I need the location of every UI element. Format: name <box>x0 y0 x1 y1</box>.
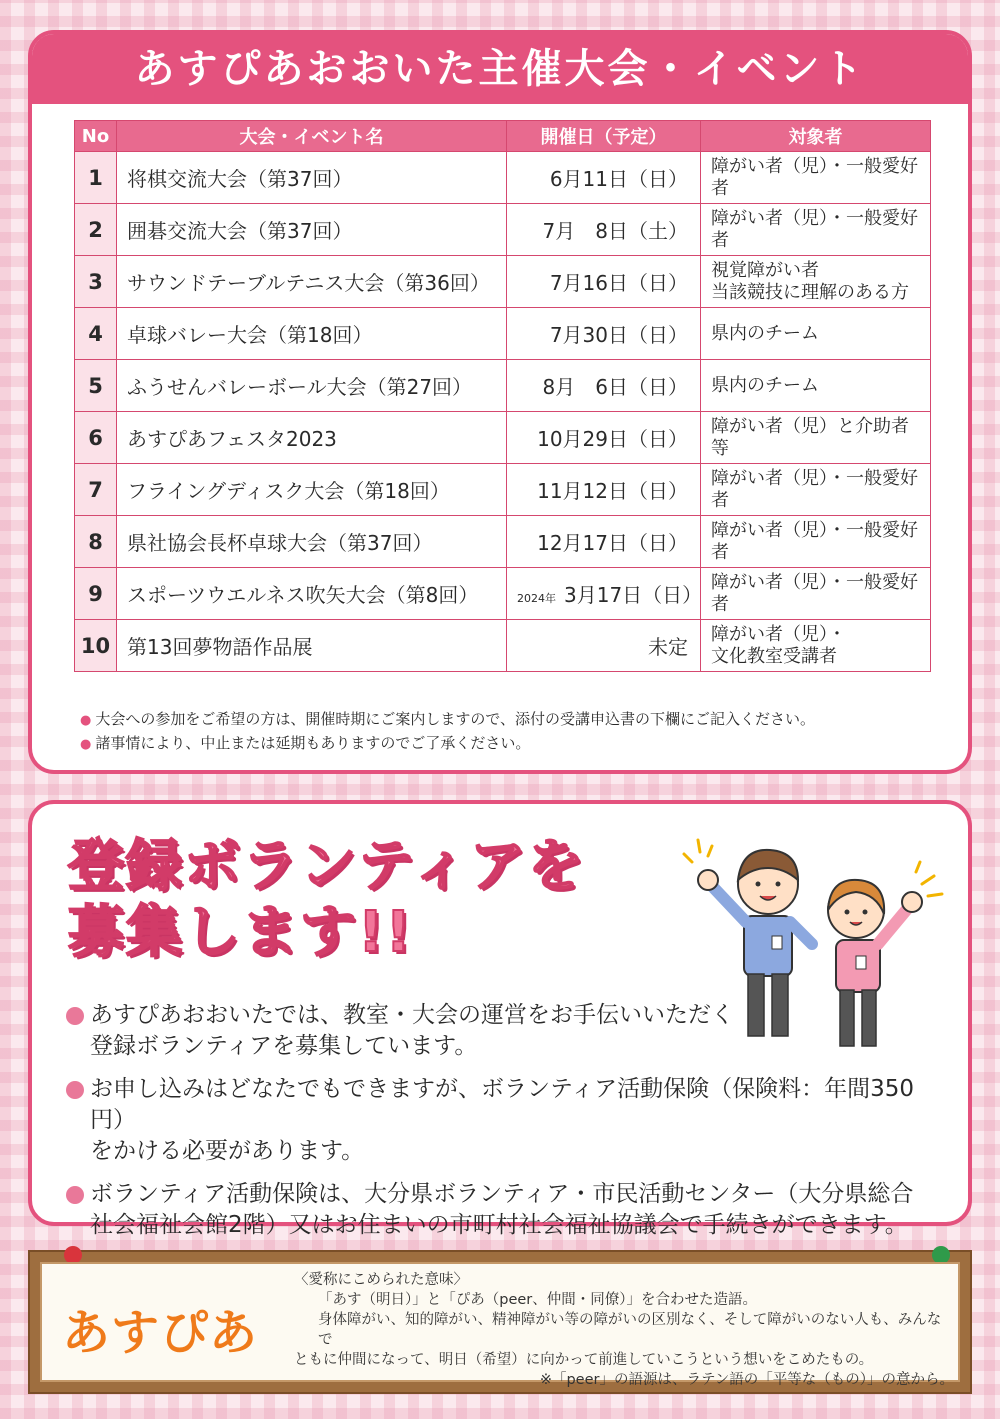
event-target: 障がい者（児）・一般愛好者 <box>701 152 931 204</box>
event-number: 9 <box>75 568 117 620</box>
table-row <box>75 464 931 516</box>
event-target: 障がい者（児）・一般愛好者 <box>701 568 931 620</box>
event-number: 8 <box>75 516 117 568</box>
list-item: お申し込みはどなたでもできますが、ボランティア活動保険（保険料：年間350円） をかける必要があります。 <box>66 1074 946 1167</box>
event-date: 7月30日（日） <box>507 308 701 360</box>
event-number: 6 <box>75 412 117 464</box>
event-date: 8月 6日（日） <box>507 360 701 412</box>
event-name: スポーツウエルネス吹矢大会（第8回） <box>117 568 507 620</box>
table-header-row <box>75 121 931 152</box>
table-row <box>75 256 931 308</box>
event-name: 県社協会長杯卓球大会（第37回） <box>117 516 507 568</box>
name-origin-card <box>40 1262 960 1388</box>
event-target: 障がい者（児）・一般愛好者 <box>701 516 931 568</box>
table-row <box>75 204 931 256</box>
table-row <box>75 412 931 464</box>
events-notes <box>80 708 815 756</box>
table-row <box>75 568 931 620</box>
column-header-target: 対象者 <box>701 121 931 152</box>
event-number: 5 <box>75 360 117 412</box>
event-date: 7月16日（日） <box>507 256 701 308</box>
event-name: サウンドテーブルテニス大会（第36回） <box>117 256 507 308</box>
table-row <box>75 360 931 412</box>
name-origin-text: 〈愛称にこめられた意味〉 「あす（明日）」と「ぴあ（peer、仲間・同僚）」を合わせた造語。 身体障がい、知的障がい、精神障がい等の障がいの区別なく、そして障がいのない人も、みんなで ともに仲間になって、明日（希望）に向かって前進していこうという想いをこめたもの。 ※「peer」の語源は、ラテン語の「平等な（もの）」の意から。 <box>294 1272 954 1388</box>
table-row <box>75 308 931 360</box>
table-row <box>75 516 931 568</box>
bullet-icon: ● <box>80 713 92 728</box>
origin-heading: 〈愛称にこめられた意味〉 <box>294 1272 468 1288</box>
bullet-icon <box>66 1186 84 1204</box>
event-target: 障がい者（児）・一般愛好者 <box>701 204 931 256</box>
event-date: 10月29日（日） <box>507 412 701 464</box>
event-date: 6月11日（日） <box>507 152 701 204</box>
bullet-icon: ● <box>80 737 92 752</box>
event-name: フライングディスク大会（第18回） <box>117 464 507 516</box>
events-title: あすぴあおおいた主催大会・イベント <box>32 34 968 104</box>
volunteer-info-list <box>66 1000 946 1253</box>
note-item: ● 諸事情により、中止または延期もありますのでご了承ください。 <box>80 734 531 752</box>
event-date: 2024年 3月17日（日） <box>507 568 701 620</box>
asupia-logo: あすぴあ <box>62 1305 259 1361</box>
list-item: あすぴあおおいたでは、教室・大会の運営をお手伝いいただく 登録ボランティアを募集しています。 <box>66 1000 946 1062</box>
note-item: ● 大会への参加をご希望の方は、開催時期にご案内しますので、添付の受講申込書の下欄にご記入ください。 <box>80 710 816 728</box>
event-target: 県内のチーム <box>701 308 931 360</box>
events-panel <box>28 30 972 774</box>
event-number: 3 <box>75 256 117 308</box>
event-target: 県内のチーム <box>701 360 931 412</box>
list-item: ボランティア活動保険は、大分県ボランティア・市民活動センター（大分県総合 社会福祉会館2階）又はお住まいの市町村社会福祉協議会で手続きができます。 <box>66 1179 946 1241</box>
event-target: 視覚障がい者 当該競技に理解のある方 <box>701 256 931 308</box>
column-header-name: 大会・イベント名 <box>117 121 507 152</box>
event-target: 障がい者（児）・一般愛好者 <box>701 464 931 516</box>
table-row <box>75 152 931 204</box>
name-origin-board <box>28 1250 972 1394</box>
bullet-icon <box>66 1081 84 1099</box>
event-name: 将棋交流大会（第37回） <box>117 152 507 204</box>
event-date: 未定 <box>507 620 701 672</box>
event-number: 1 <box>75 152 117 204</box>
bullet-icon <box>66 1007 84 1025</box>
event-target: 障がい者（児）と介助者等 <box>701 412 931 464</box>
column-header-date: 開催日（予定） <box>507 121 701 152</box>
event-name: ふうせんバレーボール大会（第27回） <box>117 360 507 412</box>
column-header-no: No <box>75 121 117 152</box>
sparkle-icon <box>684 840 942 896</box>
event-name: 囲碁交流大会（第37回） <box>117 204 507 256</box>
event-number: 7 <box>75 464 117 516</box>
event-year: 2024年 <box>517 592 556 605</box>
event-number: 10 <box>75 620 117 672</box>
event-name: 卓球バレー大会（第18回） <box>117 308 507 360</box>
event-number: 2 <box>75 204 117 256</box>
event-name: 第13回夢物語作品展 <box>117 620 507 672</box>
event-date: 12月17日（日） <box>507 516 701 568</box>
volunteer-title: 登録ボランティアを 募集します!! <box>68 834 586 965</box>
event-date: 11月12日（日） <box>507 464 701 516</box>
volunteer-panel <box>28 800 972 1238</box>
event-number: 4 <box>75 308 117 360</box>
event-name: あすぴあフェスタ2023 <box>117 412 507 464</box>
event-date: 7月 8日（土） <box>507 204 701 256</box>
event-target: 障がい者（児）・ 文化教室受講者 <box>701 620 931 672</box>
table-row <box>75 620 931 672</box>
events-table <box>74 120 931 672</box>
